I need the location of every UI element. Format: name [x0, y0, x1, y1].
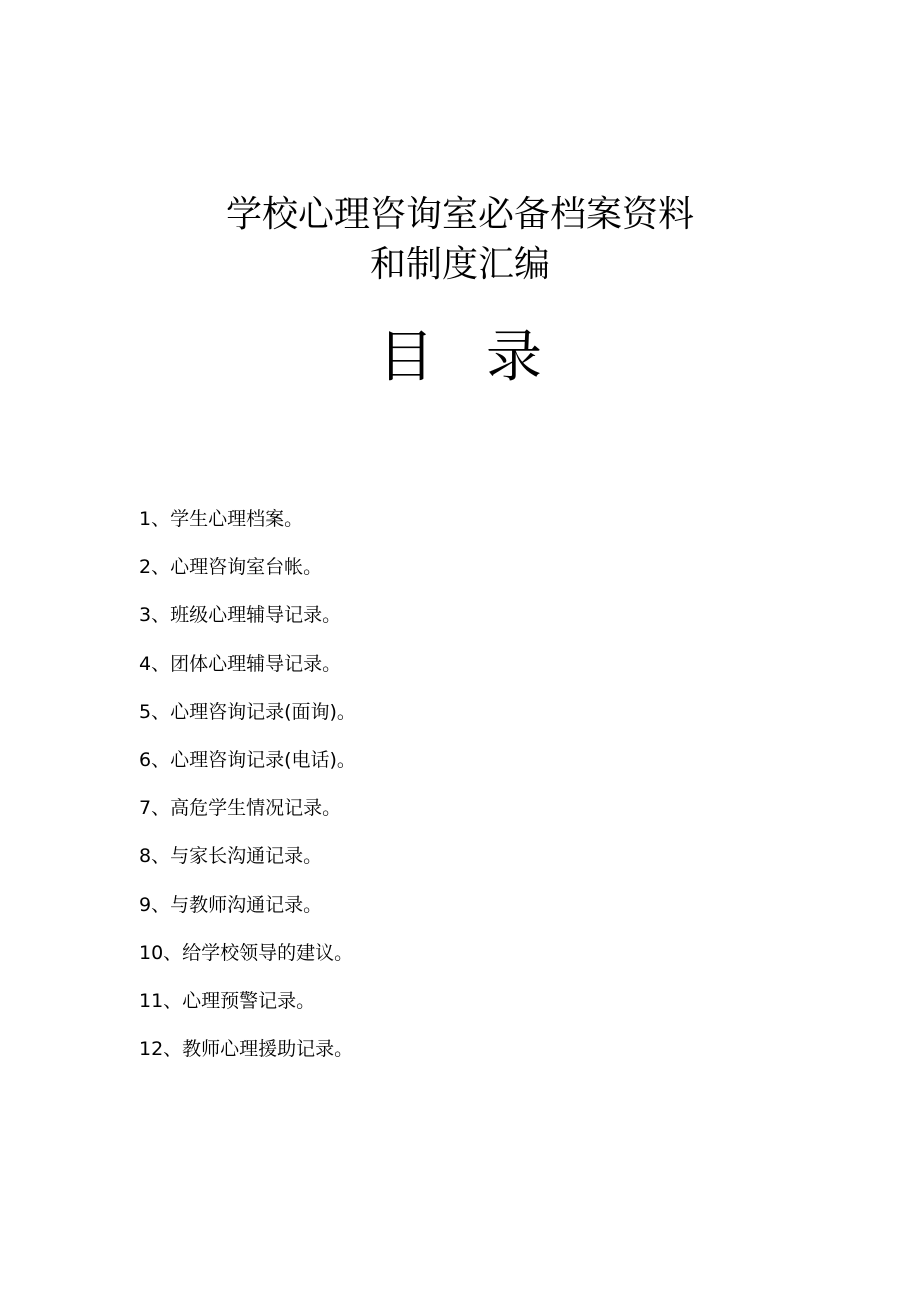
toc-item-5: 5、心理咨询记录(面询)。 — [139, 700, 356, 723]
toc-item-9: 9、与教师沟通记录。 — [139, 893, 323, 916]
toc-item-12: 12、教师心理援助记录。 — [139, 1038, 354, 1061]
title-line-2: 和制度汇编 — [369, 244, 550, 285]
toc-list — [139, 495, 356, 1073]
document-title — [0, 190, 920, 290]
toc-item-4: 4、团体心理辅导记录。 — [139, 652, 342, 675]
toc-item-10: 10、给学校领导的建议。 — [139, 941, 354, 964]
toc-item-8: 8、与家长沟通记录。 — [139, 845, 323, 868]
toc-heading — [0, 320, 920, 396]
toc-heading-char-2: 录 — [486, 325, 542, 390]
title-line-1: 学校心理咨询室必备档案资料 — [225, 194, 694, 235]
toc-item-6: 6、心理咨询记录(电话)。 — [139, 748, 356, 771]
toc-item-3: 3、班级心理辅导记录。 — [139, 604, 342, 627]
toc-item-2: 2、心理咨询室台帐。 — [139, 556, 323, 579]
toc-item-1: 1、学生心理档案。 — [139, 508, 304, 530]
toc-item-11: 11、心理预警记录。 — [139, 989, 316, 1012]
toc-item-7: 7、高危学生情况记录。 — [139, 797, 342, 820]
toc-heading-char-1: 目 — [378, 325, 434, 390]
